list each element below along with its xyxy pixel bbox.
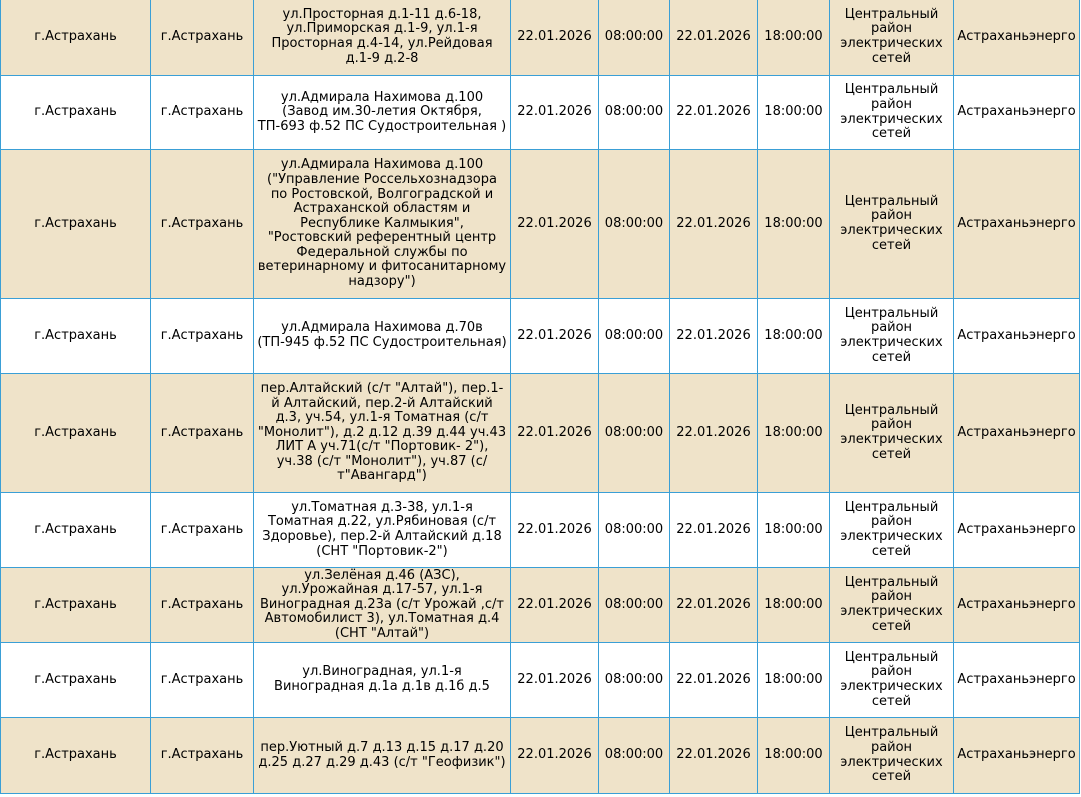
- locality-cell: г.Астрахань: [151, 643, 254, 718]
- city-cell: г.Астрахань: [1, 374, 151, 493]
- district-cell: Центральный район электрических сетей: [830, 299, 954, 374]
- city-cell: г.Астрахань: [1, 150, 151, 299]
- end-date-cell: 22.01.2026: [670, 493, 758, 568]
- organization-cell: Астраханьэнерго: [954, 493, 1080, 568]
- end-date-cell: 22.01.2026: [670, 299, 758, 374]
- end-date-cell: 22.01.2026: [670, 374, 758, 493]
- district-cell: Центральный район электрических сетей: [830, 76, 954, 150]
- start-date-cell: 22.01.2026: [511, 299, 599, 374]
- address-cell: ул.Адмирала Нахимова д.100 (Завод им.30-летия Октября, ТП-693 ф.52 ПС Судостроительная ): [254, 76, 511, 150]
- city-cell: г.Астрахань: [1, 568, 151, 643]
- end-time-cell: 18:00:00: [758, 150, 830, 299]
- organization-cell: Астраханьэнерго: [954, 643, 1080, 718]
- district-cell: Центральный район электрических сетей: [830, 643, 954, 718]
- start-date-cell: 22.01.2026: [511, 493, 599, 568]
- end-time-cell: 18:00:00: [758, 299, 830, 374]
- table-row: [1, 0, 1080, 76]
- start-time-cell: 08:00:00: [599, 568, 670, 643]
- locality-cell: г.Астрахань: [151, 718, 254, 794]
- address-cell: ул.Просторная д.1-11 д.6-18, ул.Приморская д.1-9, ул.1-я Просторная д.4-14, ул.Рейдовая д.1-9 д.2-8: [254, 0, 511, 76]
- end-date-cell: 22.01.2026: [670, 643, 758, 718]
- district-cell: Центральный район электрических сетей: [830, 374, 954, 493]
- table-row: [1, 493, 1080, 568]
- end-date-cell: 22.01.2026: [670, 718, 758, 794]
- address-cell: ул.Виноградная, ул.1-я Виноградная д.1а д.1в д.1б д.5: [254, 643, 511, 718]
- start-time-cell: 08:00:00: [599, 493, 670, 568]
- city-cell: г.Астрахань: [1, 0, 151, 76]
- locality-cell: г.Астрахань: [151, 299, 254, 374]
- table-row: [1, 150, 1080, 299]
- end-time-cell: 18:00:00: [758, 493, 830, 568]
- end-time-cell: 18:00:00: [758, 568, 830, 643]
- district-cell: Центральный район электрических сетей: [830, 493, 954, 568]
- district-cell: Центральный район электрических сетей: [830, 150, 954, 299]
- start-date-cell: 22.01.2026: [511, 150, 599, 299]
- district-cell: Центральный район электрических сетей: [830, 0, 954, 76]
- start-time-cell: 08:00:00: [599, 150, 670, 299]
- table-row: [1, 374, 1080, 493]
- start-time-cell: 08:00:00: [599, 643, 670, 718]
- table-row: [1, 76, 1080, 150]
- start-time-cell: 08:00:00: [599, 0, 670, 76]
- district-cell: Центральный район электрических сетей: [830, 718, 954, 794]
- end-date-cell: 22.01.2026: [670, 150, 758, 299]
- start-time-cell: 08:00:00: [599, 76, 670, 150]
- locality-cell: г.Астрахань: [151, 493, 254, 568]
- address-cell: ул.Адмирала Нахимова д.100 ("Управление Россельхознадзора по Ростовской, Волгоградской и Астраханской областям и Республике Калмыкия", "Ростовский референтный центр Федеральной службы по ветеринарному и фитосанитарному надзору"): [254, 150, 511, 299]
- address-cell: ул.Томатная д.3-38, ул.1-я Томатная д.22, ул.Рябиновая (с/т Здоровье), пер.2-й Алтайский д.18 (СНТ "Портовик-2"): [254, 493, 511, 568]
- city-cell: г.Астрахань: [1, 299, 151, 374]
- city-cell: г.Астрахань: [1, 76, 151, 150]
- end-time-cell: 18:00:00: [758, 718, 830, 794]
- organization-cell: Астраханьэнерго: [954, 0, 1080, 76]
- end-time-cell: 18:00:00: [758, 76, 830, 150]
- city-cell: г.Астрахань: [1, 718, 151, 794]
- locality-cell: г.Астрахань: [151, 76, 254, 150]
- start-date-cell: 22.01.2026: [511, 76, 599, 150]
- table-row: [1, 718, 1080, 794]
- locality-cell: г.Астрахань: [151, 568, 254, 643]
- start-date-cell: 22.01.2026: [511, 0, 599, 76]
- address-cell: ул.Зелёная д.46 (АЗС), ул.Урожайная д.17-57, ул.1-я Виноградная д.23а (с/т Урожай ,с/т Автомобилист 3), ул.Томатная д.4 (СНТ "Алтай"): [254, 568, 511, 643]
- end-date-cell: 22.01.2026: [670, 76, 758, 150]
- address-cell: пер.Алтайский (с/т "Алтай"), пер.1-й Алтайский, пер.2-й Алтайский д.3, уч.54, ул.1-я Томатная (с/т "Монолит"), д.2 д.12 д.39 д.44 уч.43 ЛИТ А уч.71(с/т "Портовик- 2"), уч.38 (с/т "Монолит"), уч.87 (с/т"Авангард"): [254, 374, 511, 493]
- start-date-cell: 22.01.2026: [511, 374, 599, 493]
- start-time-cell: 08:00:00: [599, 718, 670, 794]
- locality-cell: г.Астрахань: [151, 374, 254, 493]
- start-date-cell: 22.01.2026: [511, 643, 599, 718]
- city-cell: г.Астрахань: [1, 493, 151, 568]
- address-cell: пер.Уютный д.7 д.13 д.15 д.17 д.20 д.25 д.27 д.29 д.43 (с/т "Геофизик"): [254, 718, 511, 794]
- organization-cell: Астраханьэнерго: [954, 374, 1080, 493]
- start-time-cell: 08:00:00: [599, 299, 670, 374]
- locality-cell: г.Астрахань: [151, 0, 254, 76]
- start-time-cell: 08:00:00: [599, 374, 670, 493]
- table-row: [1, 568, 1080, 643]
- end-date-cell: 22.01.2026: [670, 0, 758, 76]
- organization-cell: Астраханьэнерго: [954, 76, 1080, 150]
- start-date-cell: 22.01.2026: [511, 568, 599, 643]
- start-date-cell: 22.01.2026: [511, 718, 599, 794]
- organization-cell: Астраханьэнерго: [954, 718, 1080, 794]
- end-time-cell: 18:00:00: [758, 0, 830, 76]
- locality-cell: г.Астрахань: [151, 150, 254, 299]
- table-row: [1, 299, 1080, 374]
- city-cell: г.Астрахань: [1, 643, 151, 718]
- address-cell: ул.Адмирала Нахимова д.70в (ТП-945 ф.52 ПС Судостроительная): [254, 299, 511, 374]
- end-time-cell: 18:00:00: [758, 374, 830, 493]
- district-cell: Центральный район электрических сетей: [830, 568, 954, 643]
- end-date-cell: 22.01.2026: [670, 568, 758, 643]
- table-row: [1, 643, 1080, 718]
- organization-cell: Астраханьэнерго: [954, 568, 1080, 643]
- end-time-cell: 18:00:00: [758, 643, 830, 718]
- organization-cell: Астраханьэнерго: [954, 299, 1080, 374]
- organization-cell: Астраханьэнерго: [954, 150, 1080, 299]
